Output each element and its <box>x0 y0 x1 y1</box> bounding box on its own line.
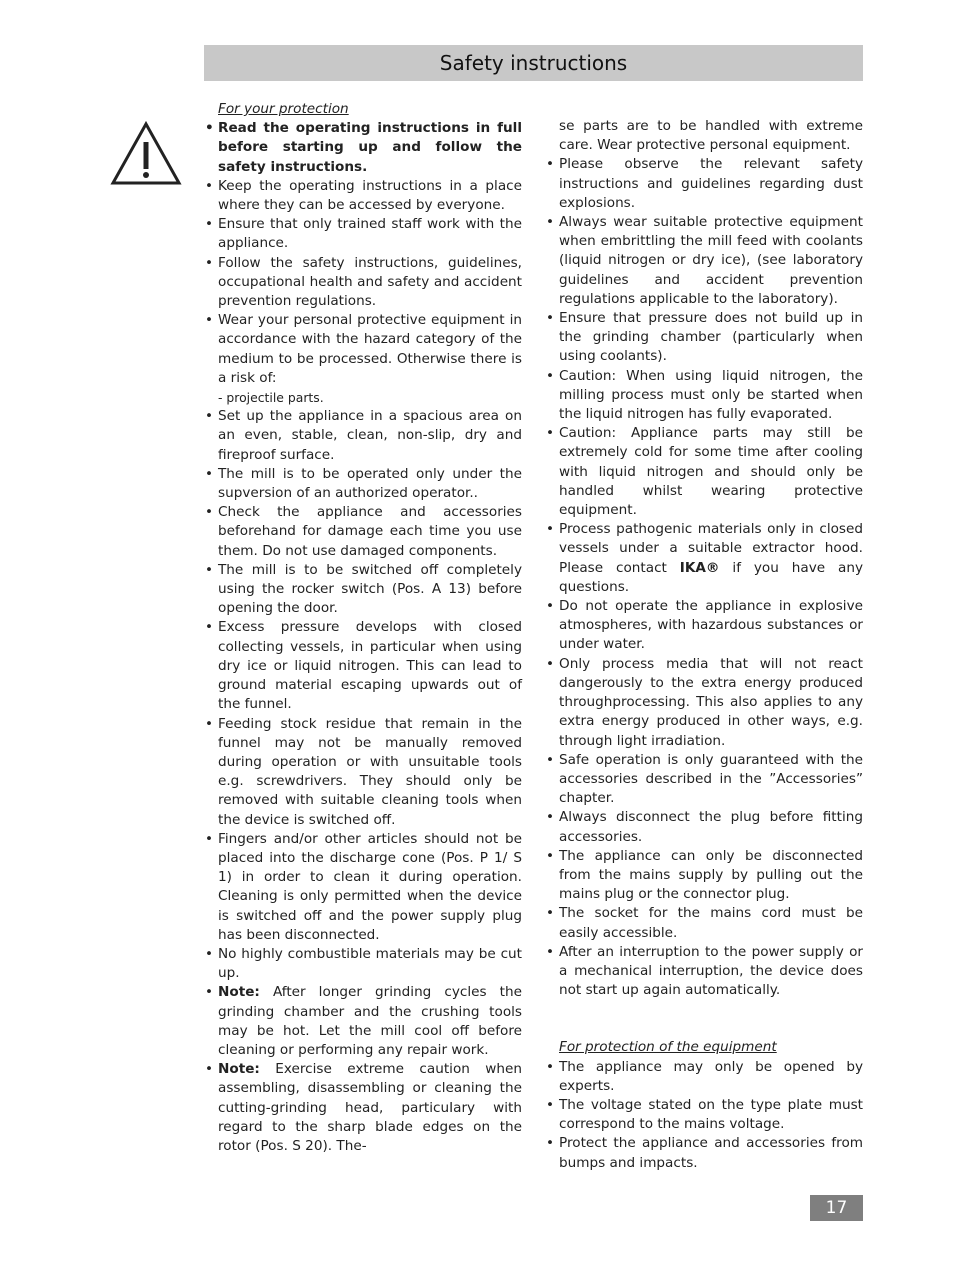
page-title: Safety instructions <box>439 51 628 75</box>
header-bar <box>204 45 863 81</box>
bullet: • <box>546 655 555 672</box>
list-item: • Wear your personal protective equipment in accordance with the hazard category of the medium to be processed. Otherwise there is a risk of: <box>205 312 522 386</box>
warning-triangle-icon <box>110 120 182 186</box>
list-item: • The voltage stated on the type plate must correspond to the mains voltage. <box>546 1096 863 1133</box>
bullet: • <box>546 809 555 826</box>
bullet: • <box>546 156 555 173</box>
bullet: • <box>205 254 214 271</box>
list-item: • Set up the appliance in a spacious area on an even, stable, clean, non-slip, dry and fireproof surface. <box>205 408 522 463</box>
brand-name: IKA® <box>679 559 720 576</box>
list-item: • Check the appliance and accessories beforehand for damage each time you use them. Do not use damaged components. <box>205 504 522 559</box>
list-item: • The socket for the mains cord must be easily accessible. <box>546 905 863 941</box>
list-item: • Do not operate the appliance in explosive atmospheres, with hazardous substances or under water. <box>546 598 863 653</box>
bullet: • <box>205 830 214 847</box>
bullet: • <box>546 214 555 231</box>
left-column <box>204 100 522 1156</box>
bullet: • <box>205 715 214 732</box>
list-item: • Process pathogenic materials only in closed vessels under a suitable extractor hood. Please contact IKA® if you have any questions. <box>546 521 863 595</box>
list-item: • Follow the safety instructions, guidelines, occupational health and safety and accident prevention regulations. <box>205 254 522 310</box>
bullet: • <box>205 465 214 482</box>
list-item: • The mill is to be switched off completely using the rocker switch (Pos. A 13) before opening the door. <box>205 561 522 617</box>
list-item-note: • Note: Exercise extreme caution when assembling, disassembling or cleaning the cutting-grinding head, particuIary with regard to the sharp blade edges on the rotor (Pos. S 20). The- <box>205 1061 522 1154</box>
continuation-text: se parts are to be handled with extreme care. Wear protective personal equipment. <box>559 118 863 154</box>
list-item: • Always wear suitable protective equipment when embrittling the mill feed with coolants (liquid nitrogen or dry ice), (see laboratory guidelines and accident prevention regulations applicable to the laboratory). <box>546 214 863 307</box>
list-item: • Protect the appliance and accessories from bumps and impacts. <box>546 1135 863 1171</box>
list-item-note: • Note: After longer grinding cycles the grinding chamber and the crushing tools may be hot. Let the mill cool off before cleaning or performing any repair work. <box>205 984 522 1058</box>
bullet: • <box>205 984 214 1001</box>
bullet: • <box>546 1058 555 1075</box>
bullet: • <box>205 408 214 425</box>
bullet: • <box>546 943 555 960</box>
list-item: • Read the operating instructions in full before starting up and follow the safety instructions. <box>205 120 522 175</box>
bullet: • <box>546 367 555 384</box>
list-item: • Feeding stock residue that remain in the funnel may not be manually removed during operation or with unsuitable tools e.g. screwdrivers. They should only be removed with suitable cleaning tools when the device is switched off. <box>205 715 522 828</box>
list-item: • Excess pressure develops with closed collecting vessels, in particular when using dry ice or liquid nitrogen. This can lead to ground material escaping upwards out of the funnel. <box>205 619 522 713</box>
list-item: • Ensure that only trained staff work with the appliance. <box>205 216 522 252</box>
bullet: • <box>205 216 214 233</box>
list-item: • Caution: Appliance parts may still be extremely cold for some time after cooling with liquid nitrogen and should only be handled whilst wearing protective equipment. <box>546 425 863 519</box>
bullet: • <box>205 177 214 194</box>
list-item: • Ensure that pressure does not build up in the grinding chamber (particularly when using coolants). <box>546 310 863 365</box>
list-item: • No highly combustible materials may be cut up. <box>205 945 522 982</box>
section-spacer <box>545 1000 863 1038</box>
bullet: • <box>546 310 555 327</box>
bullet: • <box>205 619 214 636</box>
bullet: • <box>546 1096 555 1113</box>
bullet: • <box>205 945 214 962</box>
section-heading-protection: For your protection <box>218 101 349 117</box>
list-item: • Safe operation is only guaranteed with the accessories described in the ”Accessories” chapter. <box>546 751 863 807</box>
list-item: • Fingers and/or other articles should not be placed into the discharge cone (Pos. P 1/ S 1) in order to clean it during operation. Cleaning is only permitted when the device is switched off and the power supply plug has been disconnected. <box>205 830 522 943</box>
bullet: • <box>546 1135 555 1152</box>
right-column <box>545 117 863 1173</box>
bullet: • <box>546 425 555 442</box>
bullet: • <box>205 504 214 521</box>
sub-note: - projectile parts. <box>218 390 324 406</box>
list-item: • Always disconnect the plug before fitting accessories. <box>546 809 863 845</box>
list-item: • The mill is to be operated only under the supversion of an authorized operator.. <box>205 465 522 502</box>
bullet: • <box>546 751 555 768</box>
list-item: • The appliance may only be opened by experts. <box>546 1058 863 1094</box>
bullet: • <box>205 120 214 137</box>
section-heading-equipment: For protection of the equipment <box>559 1039 777 1056</box>
bullet: • <box>205 561 214 578</box>
bullet: • <box>546 847 555 864</box>
list-item: • After an interruption to the power supply or a mechanical interruption, the device does not start up again automatically. <box>546 943 863 999</box>
page-number: 17 <box>810 1195 863 1221</box>
list-item: • Please observe the relevant safety instructions and guidelines regarding dust explosions. <box>546 156 863 211</box>
list-item: • Only process media that will not react dangerously to the extra energy produced throughprocessing. This also applies to any extra energy produced in other ways, e.g. through light irradiation. <box>546 655 863 749</box>
bullet: • <box>205 312 214 329</box>
bullet: • <box>205 1061 214 1078</box>
list-item: • The appliance can only be disconnected from the mains supply by pulling out the mains plug or the connector plug. <box>546 847 863 903</box>
list-item: • Caution: When using liquid nitrogen, the milling process must only be started when the liquid nitrogen has fully evaporated. <box>546 367 863 423</box>
bullet: • <box>546 905 555 922</box>
bullet: • <box>546 521 555 538</box>
list-item: • Keep the operating instructions in a place where they can be accessed by everyone. <box>205 177 522 214</box>
bullet: • <box>546 598 555 615</box>
